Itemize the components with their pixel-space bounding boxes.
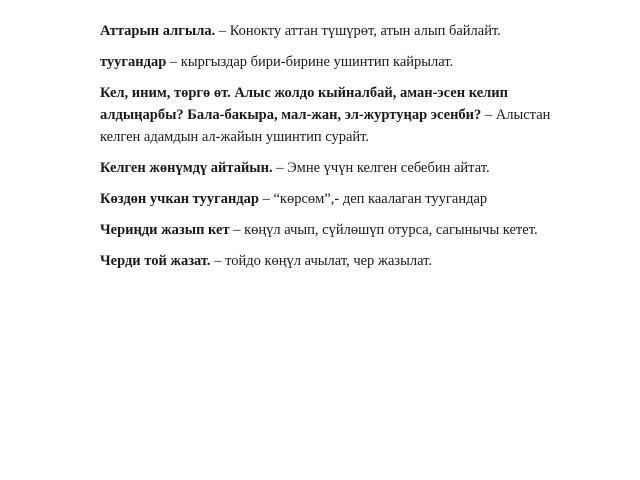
entry-term: Чериңди жазып кет [100,222,230,238]
entry-definition: – көңүл ачып, сүйлөшүп отурса, сагынычы кетет. [229,222,538,238]
entry-term: Келген жөнүмдү айтайын. [100,160,273,176]
entry-definition: – Эмне үчүн келген себебин айтат. [272,160,490,176]
entry-2 [100,51,570,73]
entry-6 [100,219,570,241]
entry-term: Көздөн учкан туугандар [100,191,259,207]
entry-term: Кел, иним, төргө өт. Алыс жолдо кыйналбай, аман-эсен келип алдыңарбы? Бала-бакыра, мал-жан, эл-журтуңар эсенби? [100,85,508,123]
entry-1 [100,20,570,42]
document-body [100,20,570,281]
entry-7 [100,250,570,272]
entry-definition: – тойдо көңүл ачылат, чер жазылат. [210,253,433,269]
entry-definition: – “көрсөм”,- деп каалаган туугандар [258,191,488,207]
entry-4 [100,157,570,179]
entry-3 [100,82,570,148]
entry-definition: – Конокту аттан түшүрөт, атын алып байлайт. [215,23,501,39]
entry-5 [100,188,570,210]
entry-term: Черди той жазат. [100,253,211,269]
entry-definition: – кыргыздар бири-бирине ушинтип кайрылат. [166,54,454,70]
entry-definition: – Алыстан келген адамдын ал-жайын ушинтип сурайт. [100,107,551,145]
entry-term: Аттарын алгыла. [100,23,216,39]
entry-term: туугандар [100,54,167,70]
